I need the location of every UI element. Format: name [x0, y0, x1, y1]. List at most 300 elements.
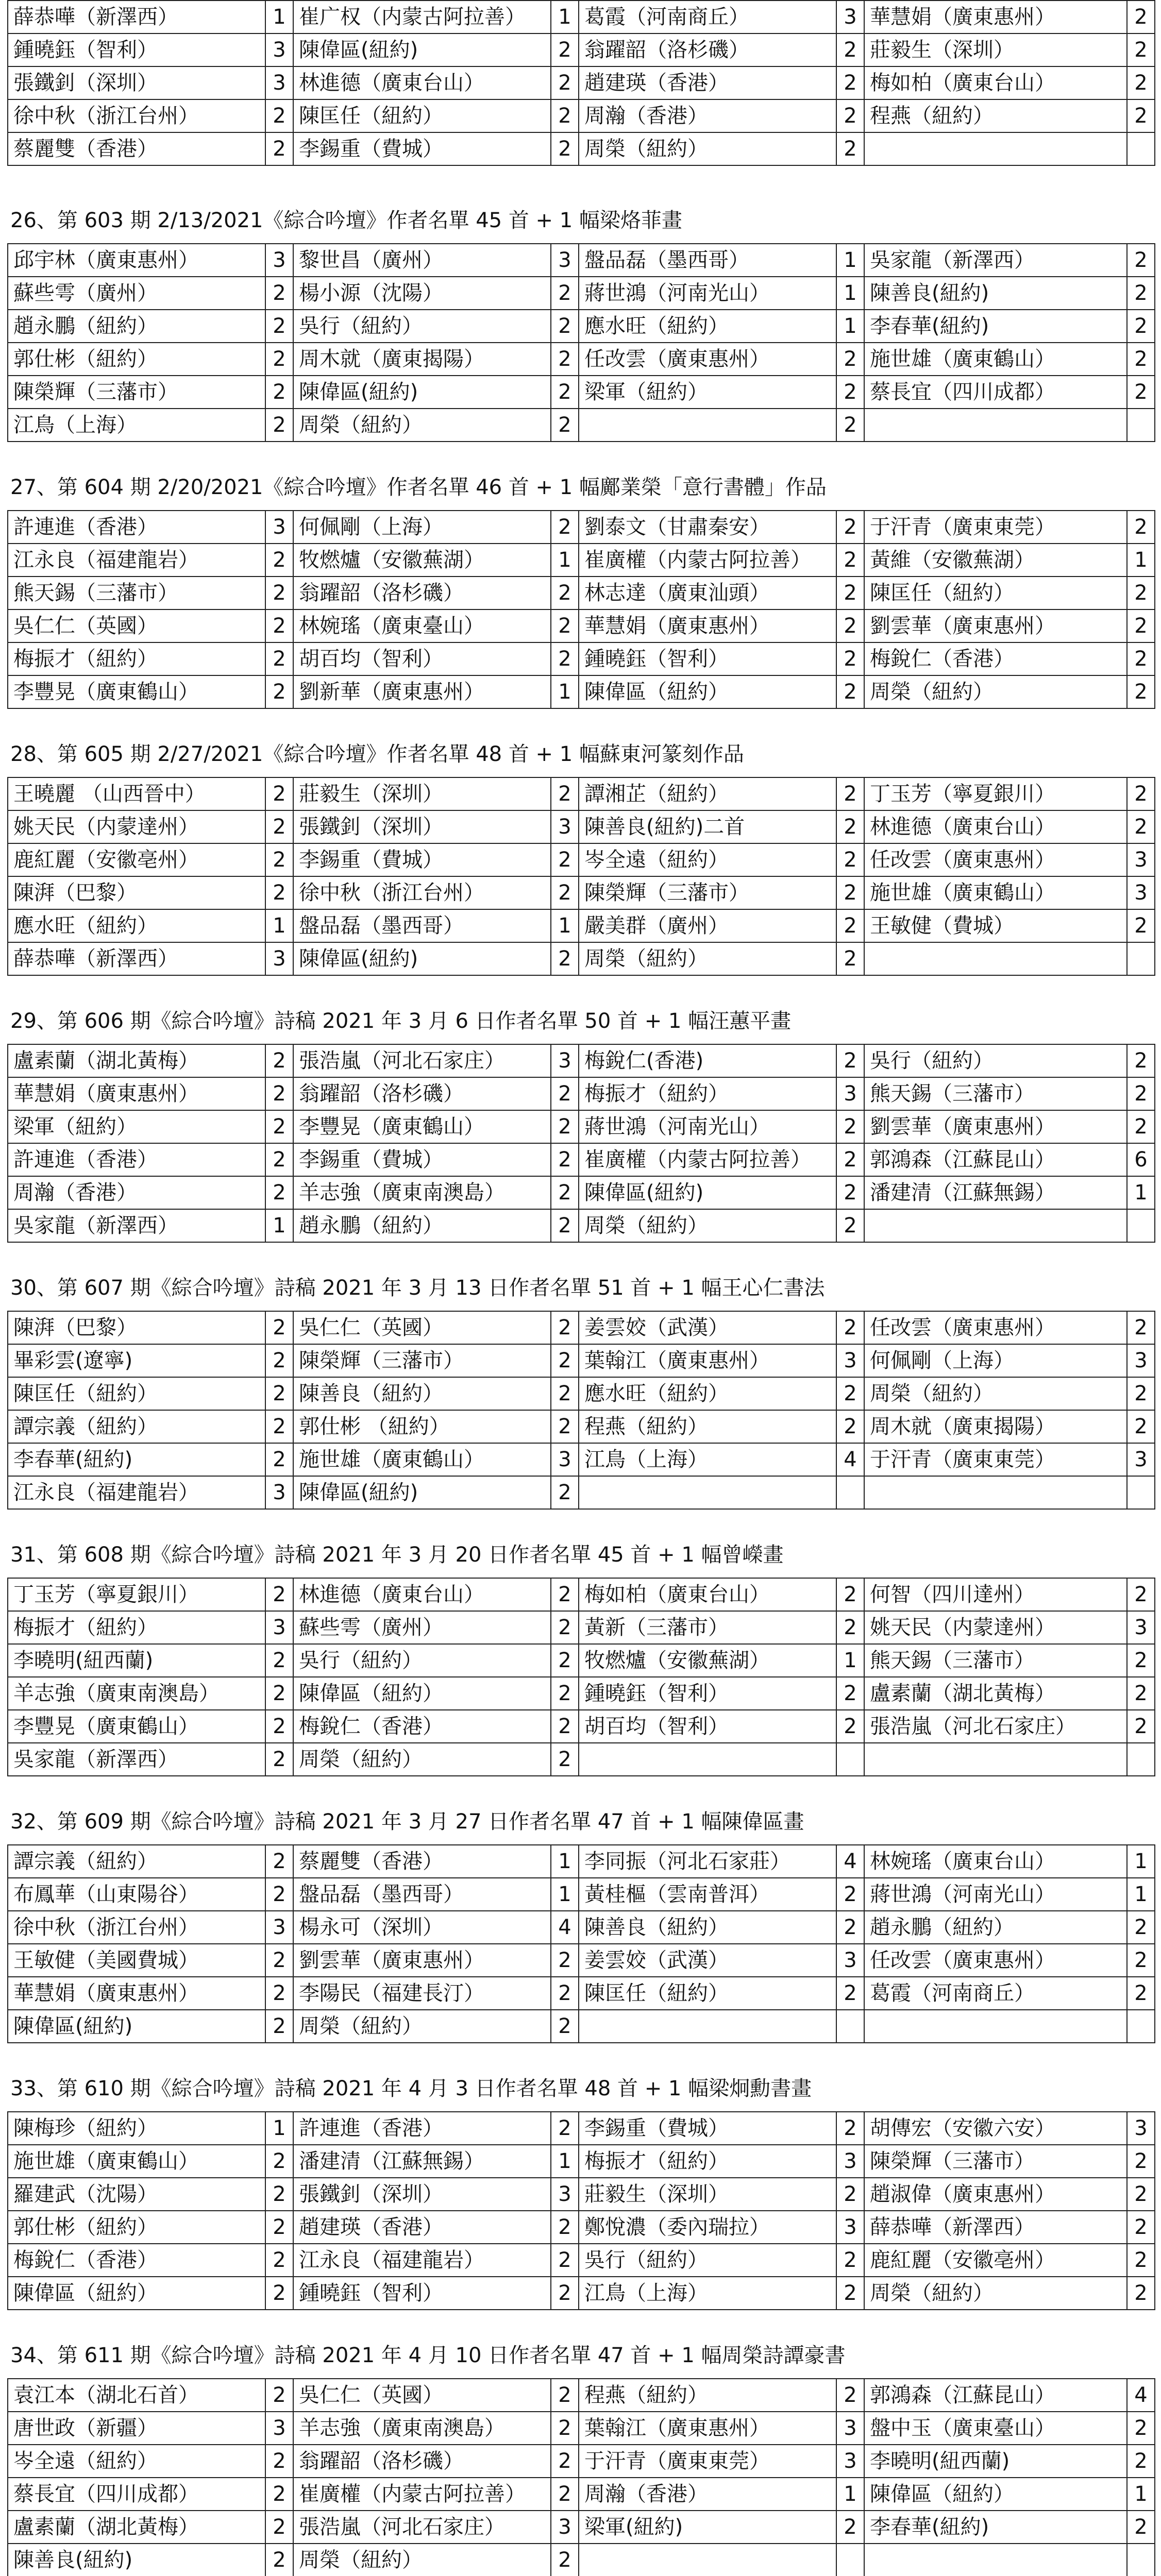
author-cell: 葉翰江（廣東惠州） [579, 2412, 836, 2445]
poem-count-cell: 2 [836, 1143, 864, 1176]
author-cell: 楊小源（沈陽） [293, 277, 551, 310]
poem-count-cell: 1 [551, 909, 579, 942]
poem-count-cell: 2 [551, 1311, 579, 1344]
table-row [8, 876, 1155, 909]
author-cell: 徐中秋（浙江台州） [293, 876, 551, 909]
poem-count-cell: 2 [265, 642, 293, 675]
author-cell: 盧素蘭（湖北黃梅） [8, 2511, 265, 2544]
table-row [8, 1209, 1155, 1242]
poem-count-cell: 2 [836, 810, 864, 843]
poem-count-cell: 2 [551, 2112, 579, 2145]
poem-count-cell: 2 [836, 132, 864, 165]
author-cell: 劉雲華（廣東惠州） [864, 1110, 1127, 1143]
poem-count-cell: 2 [551, 511, 579, 544]
author-cell: 劉雲華（廣東惠州） [864, 609, 1127, 642]
author-cell: 陳榮輝（三藩市） [293, 1344, 551, 1377]
author-cell [864, 942, 1127, 975]
poem-count-cell: 2 [551, 577, 579, 609]
author-cell: 周榮（紐約） [864, 1377, 1127, 1410]
author-cell: 梅振才（紐約） [8, 642, 265, 675]
poem-count-cell: 2 [265, 1443, 293, 1476]
poem-count-cell: 2 [551, 99, 579, 132]
author-cell: 程燕（紐約） [579, 2379, 836, 2412]
author-cell [579, 2010, 836, 2043]
author-cell: 姜雲姣（武漢） [579, 1311, 836, 1344]
poem-count-cell: 1 [1127, 544, 1155, 577]
poem-count-cell: 2 [836, 1911, 864, 1944]
poem-count-cell: 2 [836, 642, 864, 675]
poem-count-cell: 3 [265, 942, 293, 975]
poem-count-cell: 2 [1127, 1377, 1155, 1410]
poem-count-cell: 2 [836, 1677, 864, 1710]
issue-heading: 29、第 606 期《綜合吟壇》詩稿 2021 年 3 月 6 日作者名單 50 首 + 1 幅汪蕙平畫 [10, 1009, 792, 1033]
table-row [8, 1377, 1155, 1410]
author-cell [579, 1743, 836, 1776]
author-cell: 趙淑偉（廣東惠州） [864, 2178, 1127, 2211]
author-cell: 周榮（紐約） [579, 132, 836, 165]
poem-count-cell: 4 [836, 1443, 864, 1476]
poem-count-cell [1127, 2544, 1155, 2576]
author-cell: 張鐵釗（深圳） [8, 66, 265, 99]
poem-count-cell: 3 [265, 2412, 293, 2445]
author-cell: 唐世政（新疆） [8, 2412, 265, 2445]
author-cell: 李錫重（費城） [293, 132, 551, 165]
poem-count-cell: 2 [836, 409, 864, 442]
author-cell: 陳偉區(紐約) [8, 2010, 265, 2043]
author-cell: 林志達（廣東汕頭） [579, 577, 836, 609]
author-cell: 葉翰江（廣東惠州） [579, 1344, 836, 1377]
author-cell: 李豐晃（廣東鶴山） [293, 1110, 551, 1143]
author-cell: 盧素蘭（湖北黃梅） [8, 1044, 265, 1077]
table-row [8, 2178, 1155, 2211]
author-cell: 周榮（紐約） [293, 2544, 551, 2576]
author-cell: 吳家龍（新澤西） [864, 244, 1127, 277]
poem-count-cell: 3 [836, 1077, 864, 1110]
poem-count-cell: 2 [265, 810, 293, 843]
poem-count-cell [1127, 1209, 1155, 1242]
poem-count-cell: 1 [265, 1, 293, 33]
table-row [8, 1578, 1155, 1611]
author-cell: 吳行（紐約） [579, 2244, 836, 2277]
poem-count-cell: 4 [836, 1845, 864, 1878]
poem-count-cell: 2 [551, 1344, 579, 1377]
author-cell: 姜雲姣（武漢） [579, 1944, 836, 1977]
author-cell: 蔡麗雙（香港） [293, 1845, 551, 1878]
poem-count-cell: 2 [265, 1410, 293, 1443]
poem-count-cell: 2 [551, 376, 579, 409]
poem-count-cell: 2 [836, 343, 864, 376]
poem-count-cell: 2 [265, 1578, 293, 1611]
poem-count-cell: 3 [1127, 1443, 1155, 1476]
poem-count-cell: 1 [265, 2112, 293, 2145]
poem-count-cell: 2 [1127, 2178, 1155, 2211]
author-cell: 華慧娟（廣東惠州） [864, 1, 1127, 33]
author-cell: 李錫重（費城） [293, 843, 551, 876]
poem-count-cell: 2 [265, 2277, 293, 2310]
table-row [8, 310, 1155, 343]
poem-count-cell: 2 [265, 310, 293, 343]
poem-count-cell: 2 [551, 1377, 579, 1410]
author-cell: 陳偉區（紐約） [8, 2277, 265, 2310]
author-cell: 何佩剛（上海） [864, 1344, 1127, 1377]
poem-count-cell: 2 [836, 2277, 864, 2310]
author-cell: 薛恭嘩（新澤西） [8, 942, 265, 975]
table-row [8, 2379, 1155, 2412]
table-row [8, 277, 1155, 310]
author-cell: 崔廣權（内蒙古阿拉善） [579, 544, 836, 577]
poem-count-cell: 1 [551, 544, 579, 577]
author-cell: 鹿紅麗（安徽亳州） [864, 2244, 1127, 2277]
poem-count-cell: 2 [265, 2211, 293, 2244]
table-row [8, 343, 1155, 376]
poem-count-cell: 2 [836, 1710, 864, 1743]
author-cell: 鄭悅濃（委內瑞拉） [579, 2211, 836, 2244]
author-cell: 陳善良(紐約)二首 [579, 810, 836, 843]
author-cell [579, 1476, 836, 1509]
poem-count-cell: 2 [1127, 2445, 1155, 2478]
author-cell [864, 409, 1127, 442]
author-cell: 施世雄（廣東鶴山） [864, 343, 1127, 376]
author-cell: 陳匡任（紐約） [579, 1977, 836, 2010]
author-cell: 翁躍韶（洛杉磯） [293, 1077, 551, 1110]
author-cell: 周木就（廣東揭陽） [864, 1410, 1127, 1443]
poem-count-cell: 2 [265, 1944, 293, 1977]
author-cell: 江永良（福建龍岩） [8, 1476, 265, 1509]
poem-count-cell: 2 [836, 2511, 864, 2544]
author-cell: 陳榮輝（三藩市） [579, 876, 836, 909]
table-row [8, 1311, 1155, 1344]
poem-count-cell: 2 [836, 1611, 864, 1644]
author-cell: 岑全遠（紐約） [8, 2445, 265, 2478]
author-cell: 盤品磊（墨西哥） [579, 244, 836, 277]
poem-count-cell: 2 [265, 1044, 293, 1077]
poem-count-cell: 2 [1127, 99, 1155, 132]
author-cell: 李春華(紐約) [864, 310, 1127, 343]
author-cell: 林婉瑤（廣東台山） [864, 1845, 1127, 1878]
poem-count-cell [1127, 409, 1155, 442]
author-cell: 陳匡任（紐約） [864, 577, 1127, 609]
author-cell: 陳梅珍（紐約） [8, 2112, 265, 2145]
poem-count-cell: 2 [1127, 642, 1155, 675]
table-row [8, 642, 1155, 675]
author-cell: 熊天錫（三藩市） [864, 1077, 1127, 1110]
table-row [8, 132, 1155, 165]
poem-count-cell: 2 [836, 2244, 864, 2277]
author-cell: 王敏健（美國費城） [8, 1944, 265, 1977]
author-cell: 鍾曉鈺（智利） [579, 642, 836, 675]
author-cell: 李豐晃（廣東鶴山） [8, 1710, 265, 1743]
author-cell: 江永良（福建龍岩） [293, 2244, 551, 2277]
author-cell: 蔡麗雙（香港） [8, 132, 265, 165]
author-cell: 翁躍韶（洛杉磯） [293, 2445, 551, 2478]
author-cell: 陳偉區（紐約） [579, 675, 836, 708]
author-cell: 張鐵釗（深圳） [293, 2178, 551, 2211]
poem-count-cell: 2 [1127, 909, 1155, 942]
poem-count-cell: 3 [1127, 1344, 1155, 1377]
table-row [8, 2244, 1155, 2277]
poem-count-cell [1127, 942, 1155, 975]
issue-heading: 34、第 611 期《綜合吟壇》詩稿 2021 年 4 月 10 日作者名單 47 首 + 1 幅周榮詩譚豪書 [10, 2344, 846, 2367]
author-cell [864, 1743, 1127, 1776]
author-cell: 郭仕彬（紐約） [8, 343, 265, 376]
author-cell: 胡百均（智利） [293, 642, 551, 675]
poem-count-cell: 1 [836, 1644, 864, 1677]
author-cell: 梅振才（紐約） [579, 1077, 836, 1110]
poem-count-cell: 2 [1127, 2244, 1155, 2277]
author-cell: 胡傳宏（安徽六安） [864, 2112, 1127, 2145]
table-row [8, 1878, 1155, 1911]
poem-count-cell: 2 [265, 777, 293, 810]
poem-count-cell: 2 [1127, 777, 1155, 810]
author-cell: 李春華(紐約) [8, 1443, 265, 1476]
poem-count-cell: 3 [551, 810, 579, 843]
table-row [8, 1644, 1155, 1677]
poem-count-cell: 2 [836, 609, 864, 642]
author-cell: 梅銳仁（香港） [8, 2244, 265, 2277]
author-cell: 邱宇林（廣東惠州） [8, 244, 265, 277]
author-cell: 華慧娟（廣東惠州） [8, 1077, 265, 1110]
poem-count-cell: 1 [551, 675, 579, 708]
poem-count-cell: 2 [836, 1044, 864, 1077]
author-cell: 郭鴻森（江蘇昆山） [864, 1143, 1127, 1176]
poem-count-cell: 2 [551, 343, 579, 376]
author-cell: 許連進（香港） [8, 511, 265, 544]
author-cell [864, 1476, 1127, 1509]
poem-count-cell: 2 [1127, 1110, 1155, 1143]
author-cell: 黃新（三藩市） [579, 1611, 836, 1644]
author-cell: 趙建瑛（香港） [293, 2211, 551, 2244]
author-cell: 莊毅生（深圳） [864, 33, 1127, 66]
poem-count-cell: 2 [551, 2277, 579, 2310]
author-cell: 李陽民（福建長汀） [293, 1977, 551, 2010]
author-cell: 任改雲（廣東惠州） [864, 1311, 1127, 1344]
poem-count-cell: 1 [1127, 1176, 1155, 1209]
table-row [8, 2112, 1155, 2145]
poem-count-cell: 2 [265, 2244, 293, 2277]
poem-count-cell: 2 [551, 2445, 579, 2478]
table-row [8, 1, 1155, 33]
poem-count-cell: 2 [265, 843, 293, 876]
author-cell: 葛霞（河南商丘） [864, 1977, 1127, 2010]
author-cell: 陳偉區(紐約) [293, 33, 551, 66]
author-table [7, 2111, 1155, 2310]
table-row [8, 1344, 1155, 1377]
author-cell: 周瀚（香港） [579, 99, 836, 132]
poem-count-cell: 2 [551, 409, 579, 442]
issue-heading: 33、第 610 期《綜合吟壇》詩稿 2021 年 4 月 3 日作者名單 48 首 + 1 幅梁炯勳書畫 [10, 2077, 812, 2100]
author-cell: 莊毅生（深圳） [579, 2178, 836, 2211]
author-cell: 蔡長宜（四川成都） [864, 376, 1127, 409]
author-cell: 薛恭嘩（新澤西） [864, 2211, 1127, 2244]
author-cell: 周榮（紐約） [293, 409, 551, 442]
author-cell: 丁玉芳（寧夏銀川） [864, 777, 1127, 810]
author-cell: 鹿紅麗（安徽亳州） [8, 843, 265, 876]
table-row [8, 909, 1155, 942]
poem-count-cell: 2 [1127, 1977, 1155, 2010]
author-cell: 李曉明(紐西蘭) [8, 1644, 265, 1677]
author-cell: 潘建清（江蘇無錫） [864, 1176, 1127, 1209]
poem-count-cell: 3 [551, 244, 579, 277]
poem-count-cell: 2 [836, 1878, 864, 1911]
poem-count-cell: 2 [1127, 1311, 1155, 1344]
poem-count-cell: 3 [265, 66, 293, 99]
poem-count-cell: 2 [551, 1743, 579, 1776]
poem-count-cell: 2 [836, 99, 864, 132]
table-row [8, 99, 1155, 132]
author-cell: 蔣世鴻（河南光山） [864, 1878, 1127, 1911]
poem-count-cell: 2 [1127, 244, 1155, 277]
poem-count-cell: 3 [265, 1476, 293, 1509]
author-cell: 李曉明(紐西蘭) [864, 2445, 1127, 2478]
author-cell: 周榮（紐約） [864, 2277, 1127, 2310]
poem-count-cell: 2 [551, 1077, 579, 1110]
author-cell: 程燕（紐約） [864, 99, 1127, 132]
author-cell: 鍾曉鈺（智利） [8, 33, 265, 66]
author-cell: 江鳥（上海） [579, 1443, 836, 1476]
author-cell: 陳偉區(紐約) [293, 942, 551, 975]
author-cell: 應水旺（紐約） [579, 1377, 836, 1410]
table-row [8, 376, 1155, 409]
author-cell: 羅建武（沈陽） [8, 2178, 265, 2211]
author-cell: 薛恭嘩（新澤西） [8, 1, 265, 33]
poem-count-cell: 2 [836, 777, 864, 810]
author-cell: 黎世昌（廣州） [293, 244, 551, 277]
table-row [8, 1143, 1155, 1176]
poem-count-cell: 2 [551, 1410, 579, 1443]
issue-heading: 26、第 603 期 2/13/2021《綜合吟壇》作者名單 45 首 + 1 幅梁烙菲畫 [10, 209, 682, 232]
poem-count-cell [1127, 1476, 1155, 1509]
author-cell: 李豐晃（廣東鶴山） [8, 675, 265, 708]
author-cell: 吳家龍（新澤西） [8, 1209, 265, 1242]
author-cell: 譚宗義（紐約） [8, 1845, 265, 1878]
author-cell: 吳家龍（新澤西） [8, 1743, 265, 1776]
poem-count-cell: 2 [265, 675, 293, 708]
poem-count-cell: 3 [551, 1044, 579, 1077]
author-cell: 周榮（紐約） [864, 675, 1127, 708]
poem-count-cell: 2 [551, 1611, 579, 1644]
author-cell: 何智（四川達州） [864, 1578, 1127, 1611]
author-cell: 盤品磊（墨西哥） [293, 1878, 551, 1911]
poem-count-cell: 2 [551, 277, 579, 310]
author-cell: 華慧娟（廣東惠州） [8, 1977, 265, 2010]
poem-count-cell: 2 [551, 1578, 579, 1611]
poem-count-cell: 1 [551, 2145, 579, 2178]
poem-count-cell: 2 [836, 66, 864, 99]
table-row [8, 810, 1155, 843]
poem-count-cell: 2 [265, 1743, 293, 1776]
table-row [8, 2544, 1155, 2576]
author-cell: 梁軍(紐約) [579, 2511, 836, 2544]
poem-count-cell: 1 [265, 1209, 293, 1242]
poem-count-cell: 2 [551, 1644, 579, 1677]
poem-count-cell: 2 [551, 642, 579, 675]
author-cell: 周木就（廣東揭陽） [293, 343, 551, 376]
author-table [7, 510, 1155, 709]
author-cell: 羊志強（廣東南澳島） [293, 2412, 551, 2445]
poem-count-cell: 2 [836, 1311, 864, 1344]
poem-count-cell: 2 [836, 876, 864, 909]
poem-count-cell: 2 [265, 1377, 293, 1410]
author-cell: 許連進（香港） [293, 2112, 551, 2145]
poem-count-cell: 2 [836, 577, 864, 609]
poem-count-cell: 2 [551, 1110, 579, 1143]
author-cell: 吳仁仁（英國） [8, 609, 265, 642]
poem-count-cell [1127, 132, 1155, 165]
author-cell: 于汗青（廣東東莞） [864, 511, 1127, 544]
author-cell: 吳行（紐約） [864, 1044, 1127, 1077]
author-cell: 陳偉區(紐約) [293, 1476, 551, 1509]
poem-count-cell: 3 [1127, 1611, 1155, 1644]
poem-count-cell: 1 [1127, 1878, 1155, 1911]
table-row [8, 244, 1155, 277]
author-cell: 陳榮輝（三藩市） [864, 2145, 1127, 2178]
author-cell: 陳偉區（紐約） [293, 1677, 551, 1710]
author-cell: 崔广权（内蒙古阿拉善） [293, 1, 551, 33]
author-cell [864, 1209, 1127, 1242]
table-row [8, 1443, 1155, 1476]
poem-count-cell: 2 [265, 2478, 293, 2511]
author-table [7, 2378, 1155, 2576]
poem-count-cell: 1 [836, 277, 864, 310]
author-cell: 施世雄（廣東鶴山） [293, 1443, 551, 1476]
poem-count-cell: 2 [265, 1344, 293, 1377]
author-cell: 牧燃爐（安徽蕪湖） [293, 544, 551, 577]
author-cell: 應水旺（紐約） [8, 909, 265, 942]
poem-count-cell: 2 [1127, 511, 1155, 544]
table-row [8, 1476, 1155, 1509]
poem-count-cell: 2 [265, 1644, 293, 1677]
poem-count-cell: 2 [551, 876, 579, 909]
author-cell: 周榮（紐約） [579, 1209, 836, 1242]
poem-count-cell: 3 [265, 33, 293, 66]
poem-count-cell: 2 [551, 1209, 579, 1242]
author-cell: 于汗青（廣東東莞） [864, 1443, 1127, 1476]
poem-count-cell: 2 [551, 2544, 579, 2576]
poem-count-cell: 2 [265, 2445, 293, 2478]
author-table [7, 1578, 1155, 1776]
poem-count-cell: 1 [836, 244, 864, 277]
poem-count-cell: 2 [1127, 2412, 1155, 2445]
poem-count-cell: 2 [1127, 343, 1155, 376]
author-cell: 施世雄（廣東鶴山） [8, 2145, 265, 2178]
poem-count-cell: 2 [836, 511, 864, 544]
poem-count-cell: 2 [265, 1077, 293, 1110]
poem-count-cell: 6 [1127, 1143, 1155, 1176]
poem-count-cell: 2 [265, 2145, 293, 2178]
poem-count-cell: 2 [551, 942, 579, 975]
poem-count-cell: 2 [551, 2379, 579, 2412]
author-cell: 梁軍（紐約） [8, 1110, 265, 1143]
poem-count-cell: 2 [1127, 310, 1155, 343]
author-cell: 劉新華（廣東惠州） [293, 675, 551, 708]
table-row [8, 942, 1155, 975]
poem-count-cell: 2 [1127, 1677, 1155, 1710]
table-row [8, 511, 1155, 544]
poem-count-cell: 2 [265, 1710, 293, 1743]
poem-count-cell: 1 [836, 310, 864, 343]
poem-count-cell: 2 [551, 1710, 579, 1743]
author-cell: 譚宗義（紐約） [8, 1410, 265, 1443]
table-row [8, 2412, 1155, 2445]
poem-count-cell: 3 [265, 244, 293, 277]
table-row [8, 1611, 1155, 1644]
author-cell: 黃維（安徽蕪湖） [864, 544, 1127, 577]
poem-count-cell: 2 [836, 376, 864, 409]
author-cell: 翁躍韶（洛杉磯） [579, 33, 836, 66]
issue-heading: 28、第 605 期 2/27/2021《綜合吟壇》作者名單 48 首 + 1 幅蘇東河篆刻作品 [10, 742, 744, 766]
poem-count-cell: 2 [265, 2379, 293, 2412]
author-cell: 張浩嵐（河北石家庄） [864, 1710, 1127, 1743]
